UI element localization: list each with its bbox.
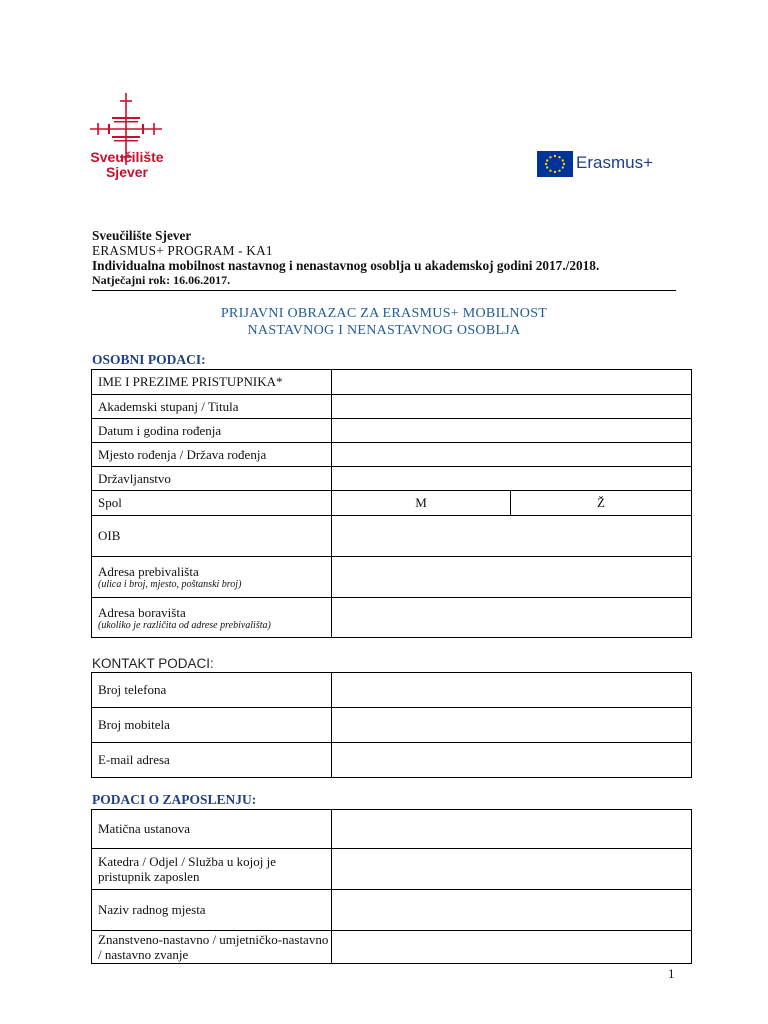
header-institution: Sveučilište Sjever <box>92 228 192 243</box>
mobile-field[interactable] <box>332 708 692 743</box>
label-birthplace: Mjesto rođenja / Država rođenja <box>92 443 332 467</box>
university-name: Sveučilište Sjever <box>90 149 164 180</box>
erasmus-logo <box>537 150 653 178</box>
gender-m-option[interactable]: M <box>332 491 511 516</box>
degree-field[interactable] <box>332 395 692 419</box>
form-title-line2: NASTAVNOG I NENASTAVNOG OSOBLJA <box>247 323 521 338</box>
rank-label: Znanstveno-nastavno / umjetničko-nastavno / nastavno zvanje <box>98 932 329 962</box>
phone-field[interactable] <box>332 673 692 708</box>
header-deadline: Natječajni rok: 16.06.2017. <box>92 273 231 287</box>
rank-field[interactable] <box>332 931 692 964</box>
residence-hint: (ulica i broj, mjesto, poštanski broj) <box>98 579 242 590</box>
birthdate-field[interactable] <box>332 419 692 443</box>
label-gender: Spol <box>92 491 332 516</box>
stay-label: Adresa boravišta <box>98 604 186 620</box>
position-field[interactable] <box>332 890 692 931</box>
label-oib: OIB <box>92 516 332 557</box>
page-number: 1 <box>668 966 675 981</box>
label-residence <box>92 557 332 598</box>
stay-field[interactable] <box>332 598 692 638</box>
label-name: IME I PREZIME PRISTUPNIKA* <box>92 370 332 395</box>
label-department <box>92 849 332 890</box>
birthplace-field[interactable] <box>332 443 692 467</box>
eu-flag-icon <box>537 151 573 177</box>
residence-label: Adresa prebivališta <box>98 564 199 579</box>
contact-table <box>91 672 692 778</box>
label-position: Naziv radnog mjesta <box>92 890 332 931</box>
erasmus-text: Erasmus+ <box>576 153 653 172</box>
header-program: ERASMUS+ PROGRAM - KA1 <box>92 243 273 258</box>
label-stay <box>92 598 332 638</box>
residence-field[interactable] <box>332 557 692 598</box>
employment-heading: PODACI O ZAPOSLENJU: <box>92 792 257 807</box>
label-mobile: Broj mobitela <box>92 708 332 743</box>
email-field[interactable] <box>332 743 692 778</box>
department-label: Katedra / Odjel / Služba u kojoj je pristupnik zaposlen <box>98 854 276 884</box>
employment-table <box>91 809 692 964</box>
header-divider <box>92 290 676 291</box>
department-field[interactable] <box>332 849 692 890</box>
oib-field[interactable] <box>332 516 692 557</box>
label-institution: Matična ustanova <box>92 810 332 849</box>
label-citizenship: Državljanstvo <box>92 467 332 491</box>
institution-field[interactable] <box>332 810 692 849</box>
name-field[interactable] <box>332 370 692 395</box>
label-degree: Akademski stupanj / Titula <box>92 395 332 419</box>
stay-hint: (ukoliko je različita od adrese prebivališta) <box>98 619 271 631</box>
label-email: E-mail adresa <box>92 743 332 778</box>
gender-f-option[interactable]: Ž <box>511 491 692 516</box>
header-description: Individualna mobilnost nastavnog i nenastavnog osoblja u akademskoj godini 2017./2018. <box>92 258 600 273</box>
contact-heading: KONTAKT PODACI: <box>92 656 214 671</box>
personal-heading: OSOBNI PODACI: <box>92 352 206 367</box>
personal-table <box>91 369 692 638</box>
label-phone: Broj telefona <box>92 673 332 708</box>
form-title-line1: PRIJAVNI OBRAZAC ZA ERASMUS+ MOBILNOST <box>220 306 548 321</box>
label-rank <box>92 931 332 964</box>
citizenship-field[interactable] <box>332 467 692 491</box>
label-birthdate: Datum i godina rođenja <box>92 419 332 443</box>
